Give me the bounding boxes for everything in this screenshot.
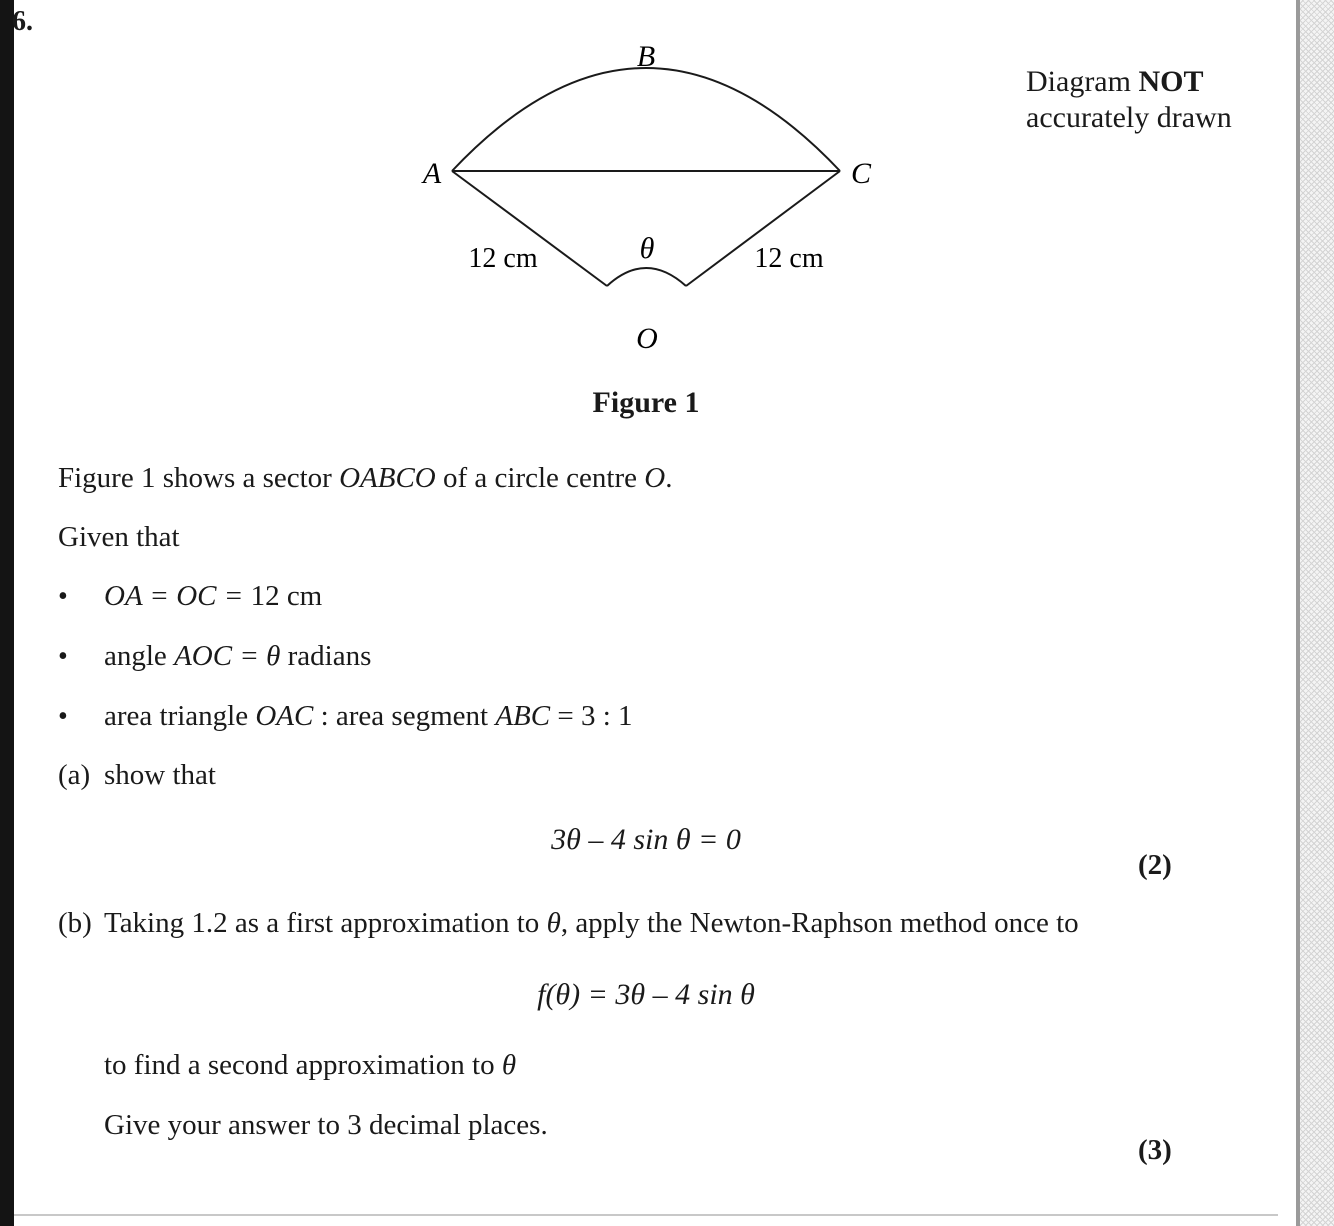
bottom-rule — [14, 1214, 1278, 1216]
bullet-2: angle AOC = θ radians — [104, 640, 372, 672]
part-a-equation: 3θ – 4 sin θ = 0 — [551, 823, 741, 856]
bullet-2-marker: • — [58, 641, 68, 672]
intro-sentence: Figure 1 shows a sector OABCO of a circle centre O. — [58, 462, 673, 494]
figure-caption: Figure 1 — [592, 386, 700, 419]
bullet-3-marker: • — [58, 701, 68, 732]
label-left-length: 12 cm — [468, 243, 538, 274]
given-that: Given that — [58, 521, 180, 553]
label-b: B — [636, 40, 656, 73]
part-a-marks: (2) — [1138, 849, 1172, 881]
sector-diagram — [400, 30, 900, 360]
part-a-text: show that — [104, 759, 216, 791]
page-left-edge — [0, 0, 14, 1226]
bullet-1: OA = OC = 12 cm — [104, 580, 323, 612]
part-b-line3: Give your answer to 3 decimal places. — [104, 1109, 548, 1141]
label-c: C — [850, 157, 872, 190]
label-theta: θ — [639, 232, 655, 265]
page-right-edge — [1296, 0, 1334, 1226]
part-b-text: Taking 1.2 as a first approximation to θ, apply the Newton-Raphson method once to — [104, 907, 1079, 939]
bullet-3: area triangle OAC : area segment ABC = 3 : 1 — [104, 700, 633, 732]
bullet-1-marker: • — [58, 581, 68, 612]
angle-arc — [607, 268, 686, 286]
question-number: 6. — [12, 6, 33, 37]
part-b-label: (b) — [58, 907, 92, 939]
part-b-marks: (3) — [1138, 1134, 1172, 1166]
part-b-equation: f(θ) = 3θ – 4 sin θ — [537, 978, 755, 1011]
label-right-length: 12 cm — [754, 243, 824, 274]
label-o: O — [636, 322, 658, 355]
part-b-line2: to find a second approximation to θ — [104, 1049, 517, 1081]
label-a: A — [422, 157, 442, 190]
arc-abc — [452, 68, 840, 171]
diagram-note: Diagram NOT accurately drawn — [1026, 65, 1232, 134]
part-a-label: (a) — [58, 759, 91, 791]
